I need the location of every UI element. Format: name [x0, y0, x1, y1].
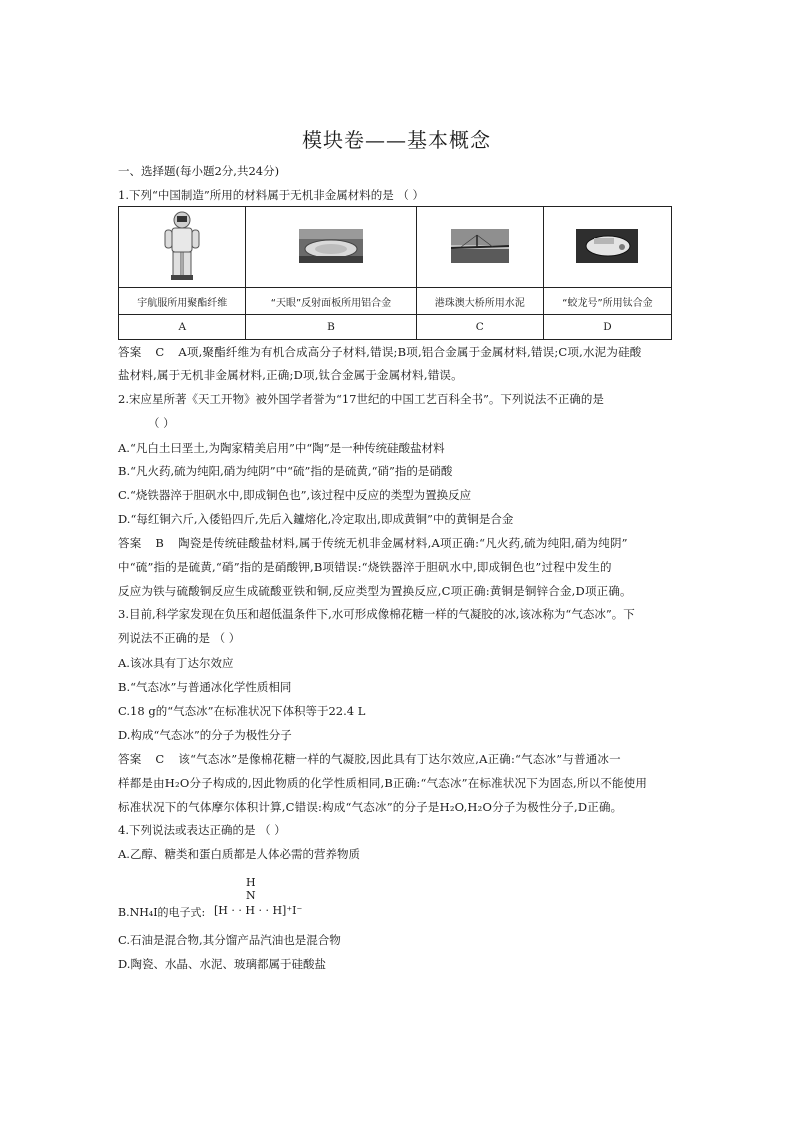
q1-solution-line-1: 答案 C A项,聚酯纤维为有机合成高分子材料,错误;B项,铝合金属于金属材料,错误;C项,水泥为硅酸	[118, 345, 642, 359]
q1-option-d: D	[543, 315, 671, 340]
q1-caption-b: “天眼”反射面板所用铝合金	[246, 288, 416, 315]
q1-image-d	[543, 207, 671, 288]
q1-image-b	[246, 207, 416, 288]
q3-solution-line-3: 标准状况下的气体摩尔体积计算,C错误:构成“气态冰”的分子是H₂O,H₂O分子为极性分子,D正确。	[118, 800, 623, 814]
q1-solution-line-2: 盐材料,属于无机非金属材料,正确;D项,钛合金属于金属材料,错误。	[118, 368, 463, 382]
q3-option-b: B.“气态冰”与普通冰化学性质相同	[118, 680, 292, 694]
q4-option-c: C.石油是混合物,其分馏产品汽油也是混合物	[118, 933, 341, 947]
page-title: 模块卷——基本概念	[302, 128, 491, 152]
q2-option-b: B.“凡火药,硫为纯阳,硝为纯阴”中“硫”指的是硫黄,“硝”指的是硝酸	[118, 464, 453, 478]
answer-letter: B	[155, 536, 165, 550]
q1-option-c: C	[416, 315, 543, 340]
q2-solution-line-1: 答案 B 陶瓷是传统硅酸盐材料,属于传统无机非金属材料,A项正确:“凡火药,硫为纯阳,硝为纯阴”	[118, 536, 628, 550]
q1-table	[118, 206, 672, 340]
q1-option-a: A	[119, 315, 246, 340]
q4-b-nitrogen: N	[246, 889, 256, 902]
q3-stem: 3.目前,科学家发现在负压和超低温条件下,水可形成像棉花糖一样的气凝胶的冰,该冰称为“气态冰”。下	[118, 607, 635, 621]
q2-solution-line-2: 中“硫”指的是硫黄,“硝”指的是硝酸钾,B项错误:“烧铁器淬于胆矾水中,即成铜色也”过程中发生的	[118, 560, 612, 574]
q2-solution-line-3: 反应为铁与硫酸铜反应生成硫酸亚铁和铜,反应类型为置换反应,C项正确:黄铜是铜锌合金,D项正确。	[118, 584, 632, 598]
q2-stem-bracket: （ ）	[148, 416, 175, 430]
q1-caption-c: 港珠澳大桥所用水泥	[416, 288, 543, 315]
q4-option-b	[118, 876, 438, 926]
section-heading: 一、选择题(每小题2分,共24分)	[118, 164, 280, 178]
q4-b-top-h: H	[246, 876, 256, 889]
answer-label: 答案	[118, 536, 142, 550]
q2-option-a: A.“凡白土曰垩土,为陶家精美启用”中“陶”是一种传统硅酸盐材料	[118, 441, 445, 455]
answer-letter: C	[155, 345, 165, 359]
q4-stem: 4.下列说法或表达正确的是 （ ）	[118, 823, 286, 837]
q3-stem-line-2: 列说法不正确的是 （ ）	[118, 631, 241, 645]
q1-stem: 1.下列“中国制造”所用的材料属于无机非金属材料的是 （ ）	[118, 188, 425, 202]
answer-letter: C	[155, 752, 165, 766]
q4-option-a: A.乙醇、糖类和蛋白质都是人体必需的营养物质	[118, 847, 360, 861]
answer-label: 答案	[118, 345, 142, 359]
q2-option-d: D.“每红铜六斤,入倭铅四斤,先后入鑪熔化,冷定取出,即成黄铜”中的黄铜是合金	[118, 512, 514, 526]
q4-option-d: D.陶瓷、水晶、水泥、玻璃都属于硅酸盐	[118, 957, 326, 971]
q1-image-a	[119, 207, 246, 288]
q4-b-formula: [H · · H · · H]⁺I⁻	[214, 904, 303, 917]
q3-solution-line-1: 答案 C 该“气态冰”是像棉花糖一样的气凝胶,因此具有丁达尔效应,A正确:“气态冰”与普通冰一	[118, 752, 621, 766]
submersible-image	[576, 229, 638, 263]
astronaut-image	[162, 210, 202, 282]
q3-option-a: A.该冰具有丁达尔效应	[118, 656, 234, 670]
q1-caption-d: “蛟龙号”所用钛合金	[543, 288, 671, 315]
answer-label: 答案	[118, 752, 142, 766]
q2-stem: 2.宋应星所著《天工开物》被外国学者誉为“17世纪的中国工艺百科全书”。下列说法不正确的是	[118, 392, 604, 406]
q1-image-c	[416, 207, 543, 288]
q2-option-c: C.“烧铁器淬于胆矾水中,即成铜色也”,该过程中反应的类型为置换反应	[118, 488, 472, 502]
q3-option-c: C.18 g的“气态冰”在标准状况下体积等于22.4 L	[118, 704, 366, 718]
q4-b-prefix: B.NH₄I的电子式:	[118, 906, 206, 919]
bridge-image	[451, 229, 509, 263]
telescope-image	[299, 229, 363, 263]
q1-option-b: B	[246, 315, 416, 340]
q3-solution-line-2: 样都是由H₂O分子构成的,因此物质的化学性质相同,B正确:“气态冰”在标准状况下为固态,所以不能使用	[118, 776, 648, 790]
q3-option-d: D.构成“气态冰”的分子为极性分子	[118, 728, 292, 742]
q1-caption-a: 宇航服所用聚酯纤维	[119, 288, 246, 315]
